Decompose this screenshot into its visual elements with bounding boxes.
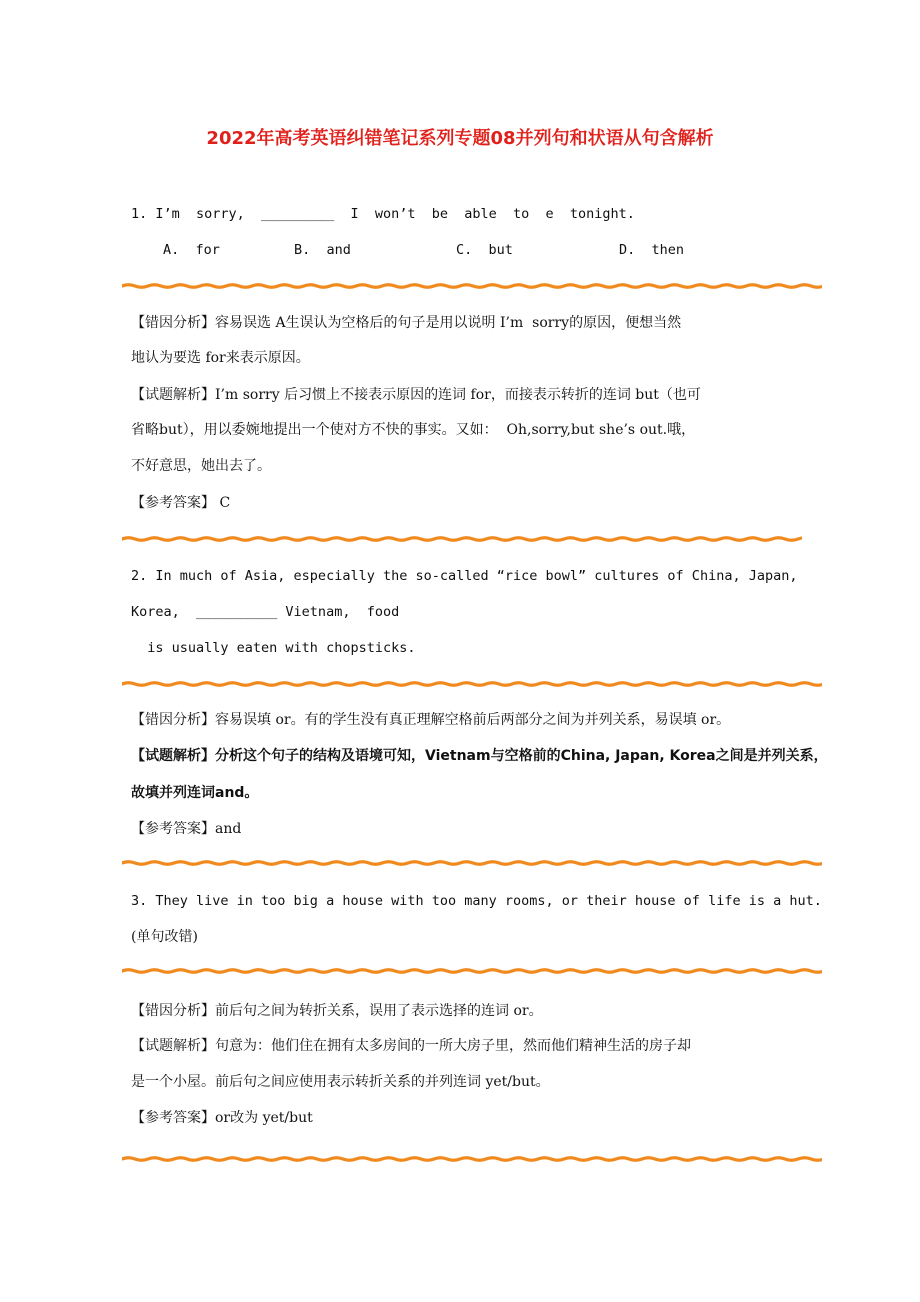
q1-explanation-end: 不好意思，她出去了。 xyxy=(131,458,271,474)
wave-divider xyxy=(122,965,822,977)
wave-line xyxy=(122,862,822,865)
q1-explanation: 【试题解析】I’m sorry 后习惯上不接表示原因的连词 for，而接表示转折的连词 but（也可 xyxy=(131,387,701,403)
q2-explanation: 【试题解析】分析这个句子的结构及语境可知，Vietnam与空格前的China, Japan, Korea之间是并列关系， xyxy=(131,748,828,764)
q3-stem-note: (单句改错) xyxy=(131,929,198,945)
q3-explanation: 【试题解析】句意为：他们住在拥有太多房间的一所大房子里，然而他们精神生活的房子却 xyxy=(131,1038,691,1054)
wave-line xyxy=(122,1158,822,1161)
q3-explanation-cont: 是一个小屋。前后句之间应使用表示转折关系的并列连词 yet/but。 xyxy=(131,1074,550,1090)
q1-error-analysis: 【错因分析】容易误选 A生误认为空格后的句子是用以说明 I’m sorry的原因，便想当然 xyxy=(131,315,682,331)
q1-answer: 【参考答案】 C xyxy=(131,495,231,511)
q1-explanation-cont: 省略but），用以委婉地提出一个使对方不快的事实。又如： Oh,sorry,but she’s out.哦， xyxy=(131,422,696,438)
wave-divider xyxy=(122,1153,822,1165)
wave-divider xyxy=(122,280,822,292)
q1-option-c: C. but xyxy=(456,242,513,258)
wave-line xyxy=(122,970,822,973)
q2-stem: 2. In much of Asia, especially the so-called “rice bowl” cultures of China, Japan, xyxy=(131,568,798,584)
wave-line xyxy=(122,538,802,541)
q3-answer: 【参考答案】or改为 yet/but xyxy=(131,1110,313,1126)
q2-explanation-cont: 故填并列连词and。 xyxy=(131,785,259,801)
q3-error-analysis: 【错因分析】前后句之间为转折关系，误用了表示选择的连词 or。 xyxy=(131,1003,543,1019)
q1-option-b: B. and xyxy=(294,242,351,258)
q1-stem: 1. I’m sorry, _________ I won’t be able to e tonight. xyxy=(131,206,635,222)
q1-option-d: D. then xyxy=(619,242,685,258)
q3-stem: 3. They live in too big a house with too many rooms, or their house of life is a hut. xyxy=(131,893,822,909)
wave-divider xyxy=(122,533,802,545)
wave-divider xyxy=(122,857,822,869)
q1-error-analysis-cont: 地认为要选 for来表示原因。 xyxy=(131,350,310,366)
q2-answer: 【参考答案】and xyxy=(131,821,242,837)
wave-line xyxy=(122,285,822,288)
wave-divider xyxy=(122,678,822,690)
q1-option-a: A. for xyxy=(163,242,220,258)
q2-stem-cont: Korea, __________ Vietnam, food xyxy=(131,604,400,620)
q2-stem-end: is usually eaten with chopsticks. xyxy=(131,640,416,656)
q2-error-analysis: 【错因分析】容易误填 or。有的学生没有真正理解空格前后两部分之间为并列关系，易误填 or。 xyxy=(131,712,731,728)
page-title: 2022年高考英语纠错笔记系列专题08并列句和状语从句含解析 xyxy=(206,128,714,149)
wave-line xyxy=(122,683,822,686)
